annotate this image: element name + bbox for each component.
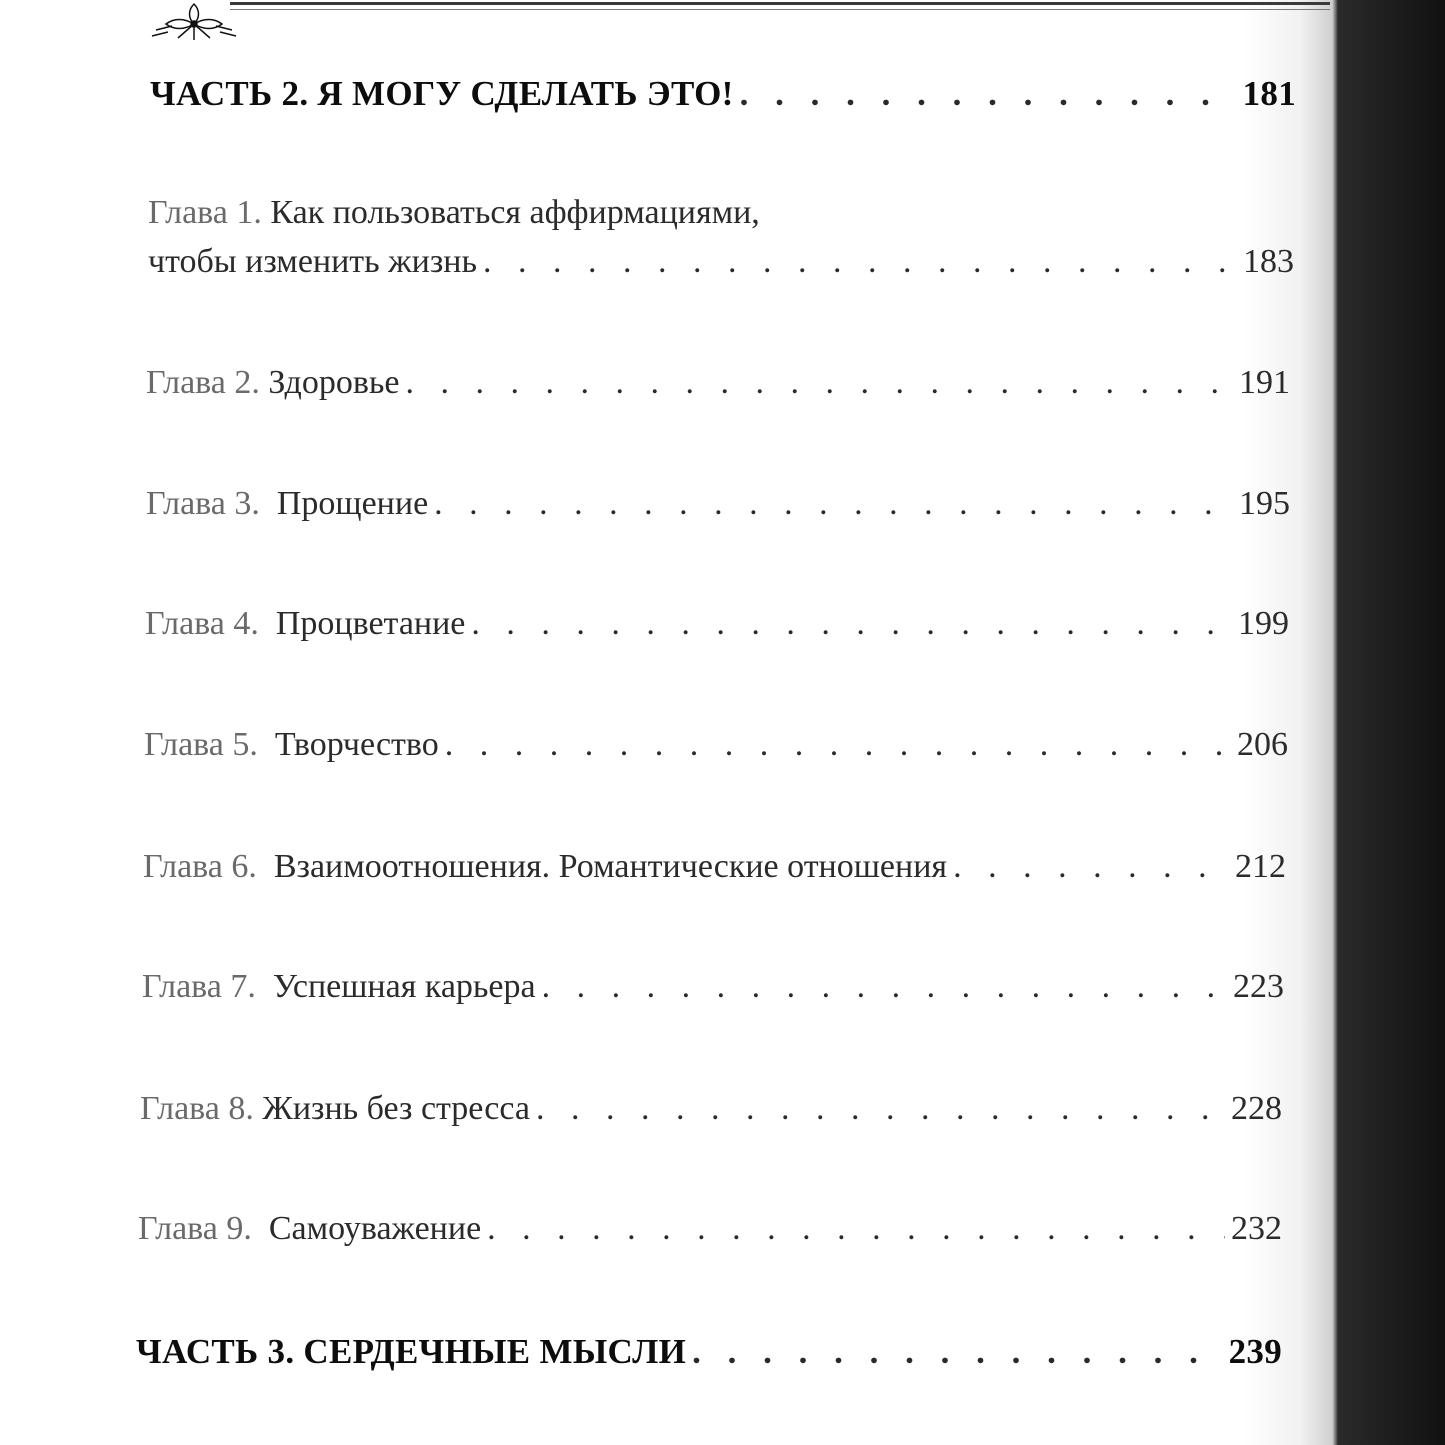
chapter-label: Глава 5.	[144, 726, 258, 763]
page-number: 199	[1238, 605, 1289, 642]
dot-leader	[542, 968, 1227, 1006]
toc-entry-chapter9	[138, 1210, 1282, 1248]
page-number: 181	[1242, 74, 1296, 113]
chapter-label: Глава 1.	[148, 194, 262, 231]
page-number: 195	[1239, 485, 1290, 522]
toc-entry-chapter2	[146, 364, 1290, 402]
toc-entry-chapter1	[148, 243, 1294, 281]
chapter-title: Процветание	[275, 605, 466, 642]
page-number: 239	[1228, 1332, 1282, 1371]
dot-leader	[692, 1332, 1223, 1372]
toc-entry-chapter7	[142, 968, 1284, 1006]
part-title: ЧАСТЬ 2. Я МОГУ СДЕЛАТЬ ЭТО!	[150, 74, 734, 113]
chapter-title: Прощение	[276, 485, 429, 522]
toc-entry-part3	[136, 1332, 1282, 1372]
page-number: 223	[1233, 968, 1284, 1005]
page-number: 232	[1231, 1210, 1282, 1247]
chapter-title: Творчество	[274, 726, 439, 763]
dot-leader	[487, 1210, 1225, 1248]
dot-leader	[536, 1090, 1225, 1128]
toc-entry-chapter1-line1	[148, 194, 760, 232]
chapter-title-line2: чтобы изменить жизнь	[148, 243, 477, 280]
chapter-label: Глава 8.	[140, 1090, 254, 1127]
page-number: 228	[1231, 1090, 1282, 1127]
chapter-title-line1: Как пользоваться аффирмациями,	[270, 194, 760, 231]
chapter-label: Глава 4.	[145, 605, 259, 642]
page-number: 183	[1243, 243, 1294, 280]
page-number: 191	[1239, 364, 1290, 401]
toc-entry-chapter4	[145, 605, 1289, 643]
part-title: ЧАСТЬ 3. СЕРДЕЧНЫЕ МЫСЛИ	[136, 1332, 687, 1371]
page-number: 212	[1235, 848, 1286, 885]
dot-leader	[434, 485, 1233, 523]
dot-leader	[483, 243, 1237, 281]
dot-leader	[740, 74, 1237, 114]
chapter-label: Глава 2.	[146, 364, 260, 401]
toc-entry-chapter3	[146, 485, 1290, 523]
toc-entry-chapter8	[140, 1090, 1282, 1128]
chapter-label: Глава 7.	[142, 968, 256, 1005]
chapter-title: Взаимоотношения. Романтические отношения	[273, 848, 948, 885]
dot-leader	[445, 726, 1231, 764]
dot-leader	[953, 848, 1229, 886]
chapter-title: Самоуважение	[268, 1210, 482, 1247]
chapter-title: Здоровье	[268, 364, 400, 401]
chapter-label: Глава 9.	[138, 1210, 252, 1247]
page-number: 206	[1237, 726, 1288, 763]
chapter-label: Глава 3.	[146, 485, 260, 522]
chapter-label: Глава 6.	[143, 848, 257, 885]
toc-entry-chapter6	[143, 848, 1286, 886]
dot-leader	[471, 605, 1232, 643]
chapter-title: Жизнь без стресса	[262, 1090, 530, 1127]
dot-leader	[406, 364, 1234, 402]
chapter-title: Успешная карьера	[272, 968, 536, 1005]
toc-entry-chapter5	[144, 726, 1288, 764]
toc-entry-part2	[150, 74, 1296, 114]
